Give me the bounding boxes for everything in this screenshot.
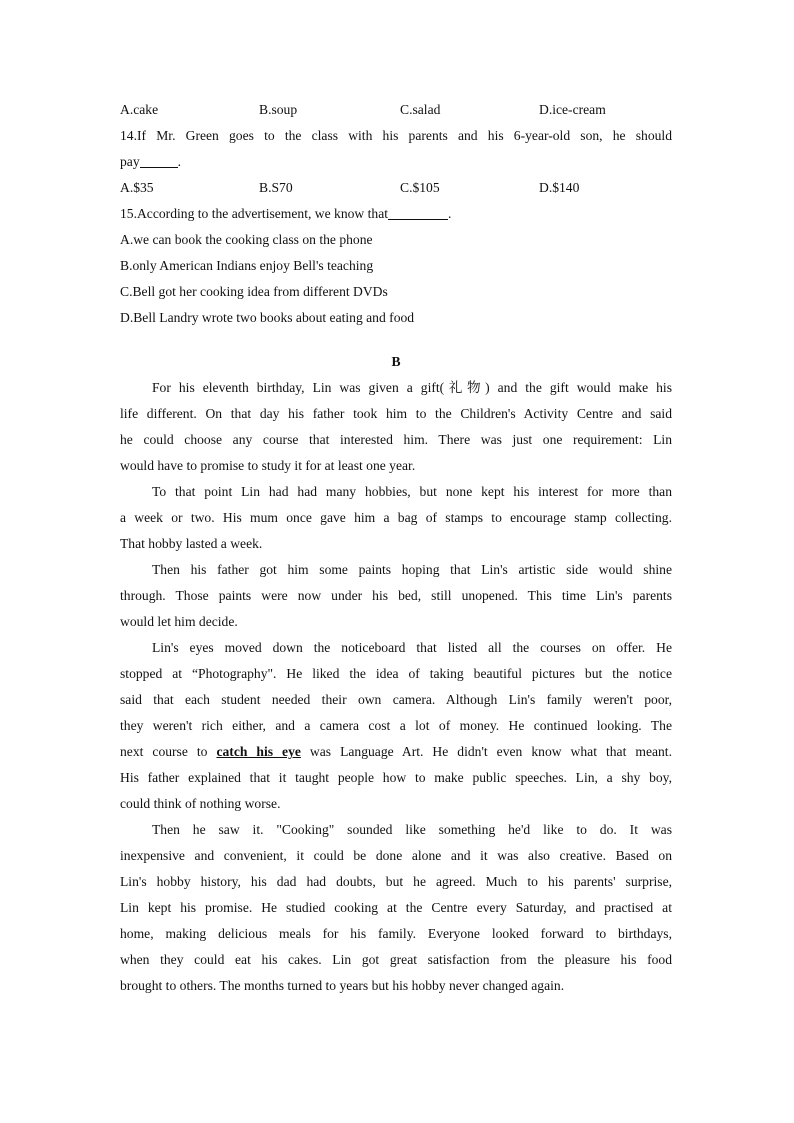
passage-paragraph-4: [120, 635, 672, 817]
p5-line-6: when they could eat his cakes. Lin got great satisfaction from the pleasure his food: [120, 952, 672, 967]
q15-period: .: [448, 206, 452, 221]
p1-line-1: For his eleventh birthday, Lin was given a gift(礼物) and the gift would make his: [152, 380, 672, 395]
p2-line-2: a week or two. His mum once gave him a bag of stamps to encourage stamp collecting.: [120, 510, 672, 525]
worksheet-page: [120, 97, 672, 999]
q13-options: [120, 97, 672, 123]
p4-line-5-post: was Language Art. He didn't even know what that meant.: [300, 744, 672, 759]
q14-answer-blank[interactable]: [140, 153, 178, 168]
q14-option-c[interactable]: C.$105: [400, 180, 440, 195]
q14-options: [120, 175, 672, 201]
q14-stem-line1: 14.If Mr. Green goes to the class with his parents and his 6-year-old son, he should: [120, 128, 672, 143]
p1-line-3: he could choose any course that interested him. There was just one requirement: Lin: [120, 432, 672, 447]
q15-option-c[interactable]: C.Bell got her cooking idea from different DVDs: [120, 284, 388, 299]
q14-option-a[interactable]: A.$35: [120, 180, 154, 195]
p5-line-2: inexpensive and convenient, it could be done alone and it was also creative. Based on: [120, 848, 672, 863]
passage-paragraph-3: [120, 557, 672, 635]
p5-line-4: Lin kept his promise. He studied cooking at the Centre every Saturday, and practised at: [120, 900, 672, 915]
q15-option-b[interactable]: B.only American Indians enjoy Bell's teaching: [120, 258, 374, 273]
p4-line-7: could think of nothing worse.: [120, 796, 281, 811]
q15-option-d[interactable]: D.Bell Landry wrote two books about eating and food: [120, 310, 415, 325]
q13-option-a[interactable]: A.cake: [120, 102, 159, 117]
q14-option-d[interactable]: D.$140: [539, 180, 580, 195]
p5-line-5: home, making delicious meals for his family. Everyone looked forward to birthdays,: [120, 926, 672, 941]
q15-stem: [120, 201, 672, 227]
p4-line-2: stopped at “Photography". He liked the idea of taking beautiful pictures but the notice: [120, 666, 672, 681]
p4-line-4: they weren't rich either, and a camera cost a lot of money. He continued looking. The: [120, 718, 672, 733]
q15-stem-text: 15.According to the advertisement, we know that: [120, 206, 389, 221]
p3-line-1: Then his father got him some paints hoping that Lin's artistic side would shine: [152, 562, 672, 577]
q13-option-c[interactable]: C.salad: [400, 102, 441, 117]
q15-option-a[interactable]: A.we can book the cooking class on the phone: [120, 232, 373, 247]
q14-stem-line2: [120, 149, 672, 175]
q14-option-b[interactable]: B.S70: [259, 180, 293, 195]
p1-line-2: life different. On that day his father took him to the Children's Activity Centre and said: [120, 406, 672, 421]
p5-line-3: Lin's hobby history, his dad had doubts, but he agreed. Much to his parents' surprise,: [120, 874, 672, 889]
passage-paragraph-1: [120, 375, 672, 479]
q15-answer-blank[interactable]: [388, 205, 448, 220]
p4-line-5-pre: next course to: [120, 744, 217, 759]
highlighted-phrase: catch his eye: [216, 744, 301, 759]
p5-line-7: brought to others. The months turned to years but his hobby never changed again.: [120, 978, 565, 993]
passage-paragraph-5: [120, 817, 672, 999]
p5-line-1: Then he saw it. "Cooking" sounded like something he'd like to do. It was: [152, 822, 672, 837]
q13-option-d[interactable]: D.ice-cream: [539, 102, 606, 117]
p4-line-6: His father explained that it taught people how to make public speeches. Lin, a shy boy,: [120, 770, 672, 785]
p3-line-3: would let him decide.: [120, 614, 238, 629]
p4-line-5: [120, 739, 672, 765]
passage-paragraph-2: [120, 479, 672, 557]
p4-line-3: said that each student needed their own camera. Although Lin's family weren't poor,: [120, 692, 672, 707]
q13-option-b[interactable]: B.soup: [259, 102, 298, 117]
q14-stem-text: pay: [120, 154, 140, 169]
p2-line-1: To that point Lin had had many hobbies, but none kept his interest for more than: [152, 484, 672, 499]
p4-line-1: Lin's eyes moved down the noticeboard that listed all the courses on offer. He: [152, 640, 672, 655]
q14-period: .: [177, 154, 182, 169]
p1-line-4: would have to promise to study it for at least one year.: [120, 458, 416, 473]
passage-title: B: [391, 354, 401, 369]
p3-line-2: through. Those paints were now under his bed, still unopened. This time Lin's parents: [120, 588, 672, 603]
p2-line-3: That hobby lasted a week.: [120, 536, 263, 551]
